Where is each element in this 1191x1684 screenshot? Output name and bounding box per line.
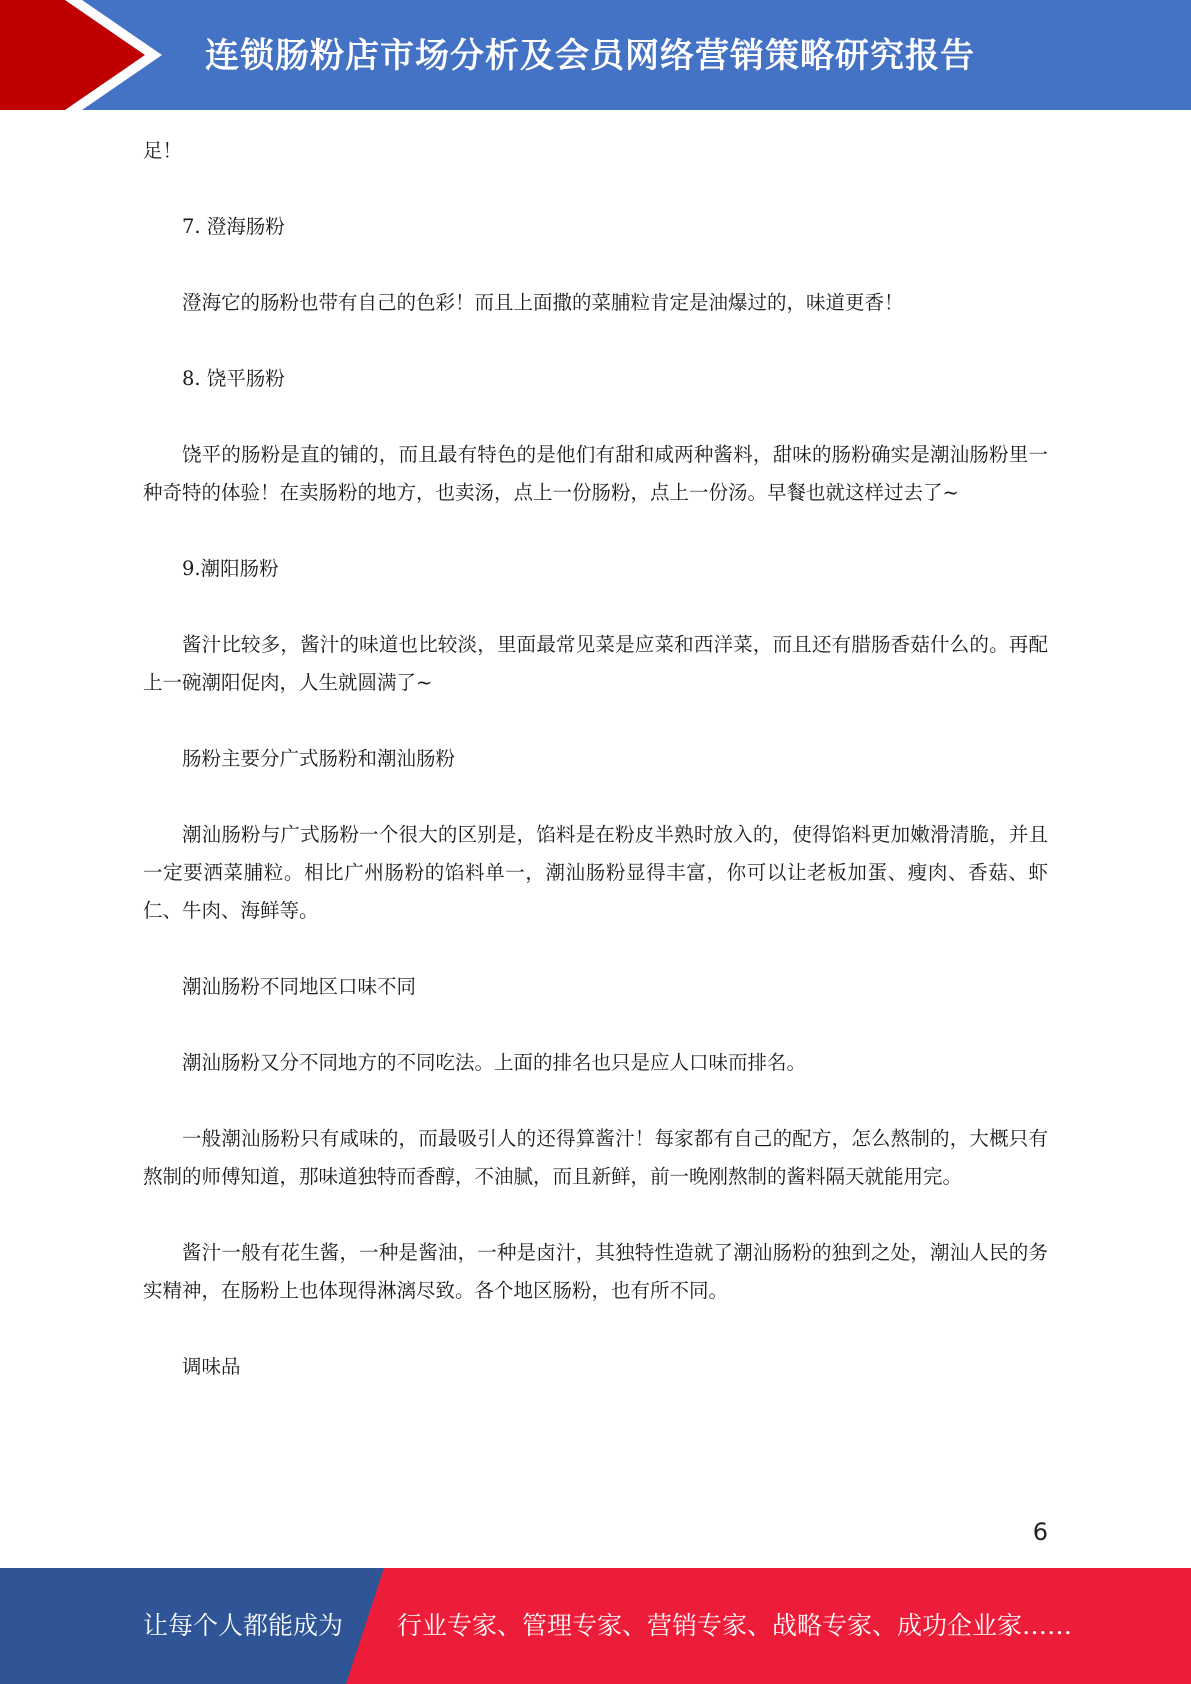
- document-body: [143, 132, 1048, 1386]
- paragraph: 酱汁比较多，酱汁的味道也比较淡，里面最常见菜是应菜和西洋菜，而且还有腊肠香菇什么的。再配上一碗潮阳促肉，人生就圆满了~: [143, 633, 1048, 694]
- section-heading: 8. 饶平肠粉: [182, 367, 285, 390]
- paragraph: 饶平的肠粉是直的铺的，而且最有特色的是他们有甜和咸两种酱料，甜味的肠粉确实是潮汕肠粉里一种奇特的体验！在卖肠粉的地方，也卖汤，点上一份肠粉，点上一份汤。早餐也就这样过去了~: [143, 443, 1048, 504]
- page-number: 6: [1032, 1518, 1048, 1546]
- section-heading: 7. 澄海肠粉: [182, 215, 285, 238]
- paragraph: 足！: [143, 139, 183, 162]
- paragraph: 一般潮汕肠粉只有咸味的，而最吸引人的还得算酱汁！每家都有自己的配方，怎么熬制的，大概只有熬制的师傅知道，那味道独特而香醇，不油腻，而且新鲜，前一晚刚熬制的酱料隔天就能用完。: [143, 1127, 1048, 1188]
- paragraph: 澄海它的肠粉也带有自己的色彩！而且上面撒的菜脯粒肯定是油爆过的，味道更香！: [182, 291, 904, 314]
- footer-slogan-right: 行业专家、管理专家、营销专家、战略专家、成功企业家……: [397, 1611, 1073, 1640]
- report-title: 连锁肠粉店市场分析及会员网络营销策略研究报告: [205, 36, 975, 76]
- page-footer: [0, 1568, 1191, 1684]
- section-heading: 调味品: [182, 1355, 241, 1378]
- paragraph: 潮汕肠粉与广式肠粉一个很大的区别是，馅料是在粉皮半熟时放入的，使得馅料更加嫩滑清脆，并且一定要洒菜脯粒。相比广州肠粉的馅料单一，潮汕肠粉显得丰富，你可以让老板加蛋、瘦肉、香菇、虾仁、牛肉、海鲜等。: [143, 823, 1048, 922]
- paragraph: 酱汁一般有花生酱，一种是酱油，一种是卤汁，其独特性造就了潮汕肠粉的独到之处，潮汕人民的务实精神，在肠粉上也体现得淋漓尽致。各个地区肠粉，也有所不同。: [143, 1241, 1048, 1302]
- section-heading: 潮汕肠粉不同地区口味不同: [182, 975, 417, 998]
- section-heading: 9.潮阳肠粉: [182, 557, 279, 580]
- header-red-arrow: [0, 0, 145, 110]
- page-header: [0, 0, 1191, 110]
- footer-slogan-left: 让每个人都能成为: [143, 1611, 344, 1640]
- paragraph: 潮汕肠粉又分不同地方的不同吃法。上面的排名也只是应人口味而排名。: [182, 1051, 807, 1074]
- section-heading: 肠粉主要分广式肠粉和潮汕肠粉: [182, 747, 456, 770]
